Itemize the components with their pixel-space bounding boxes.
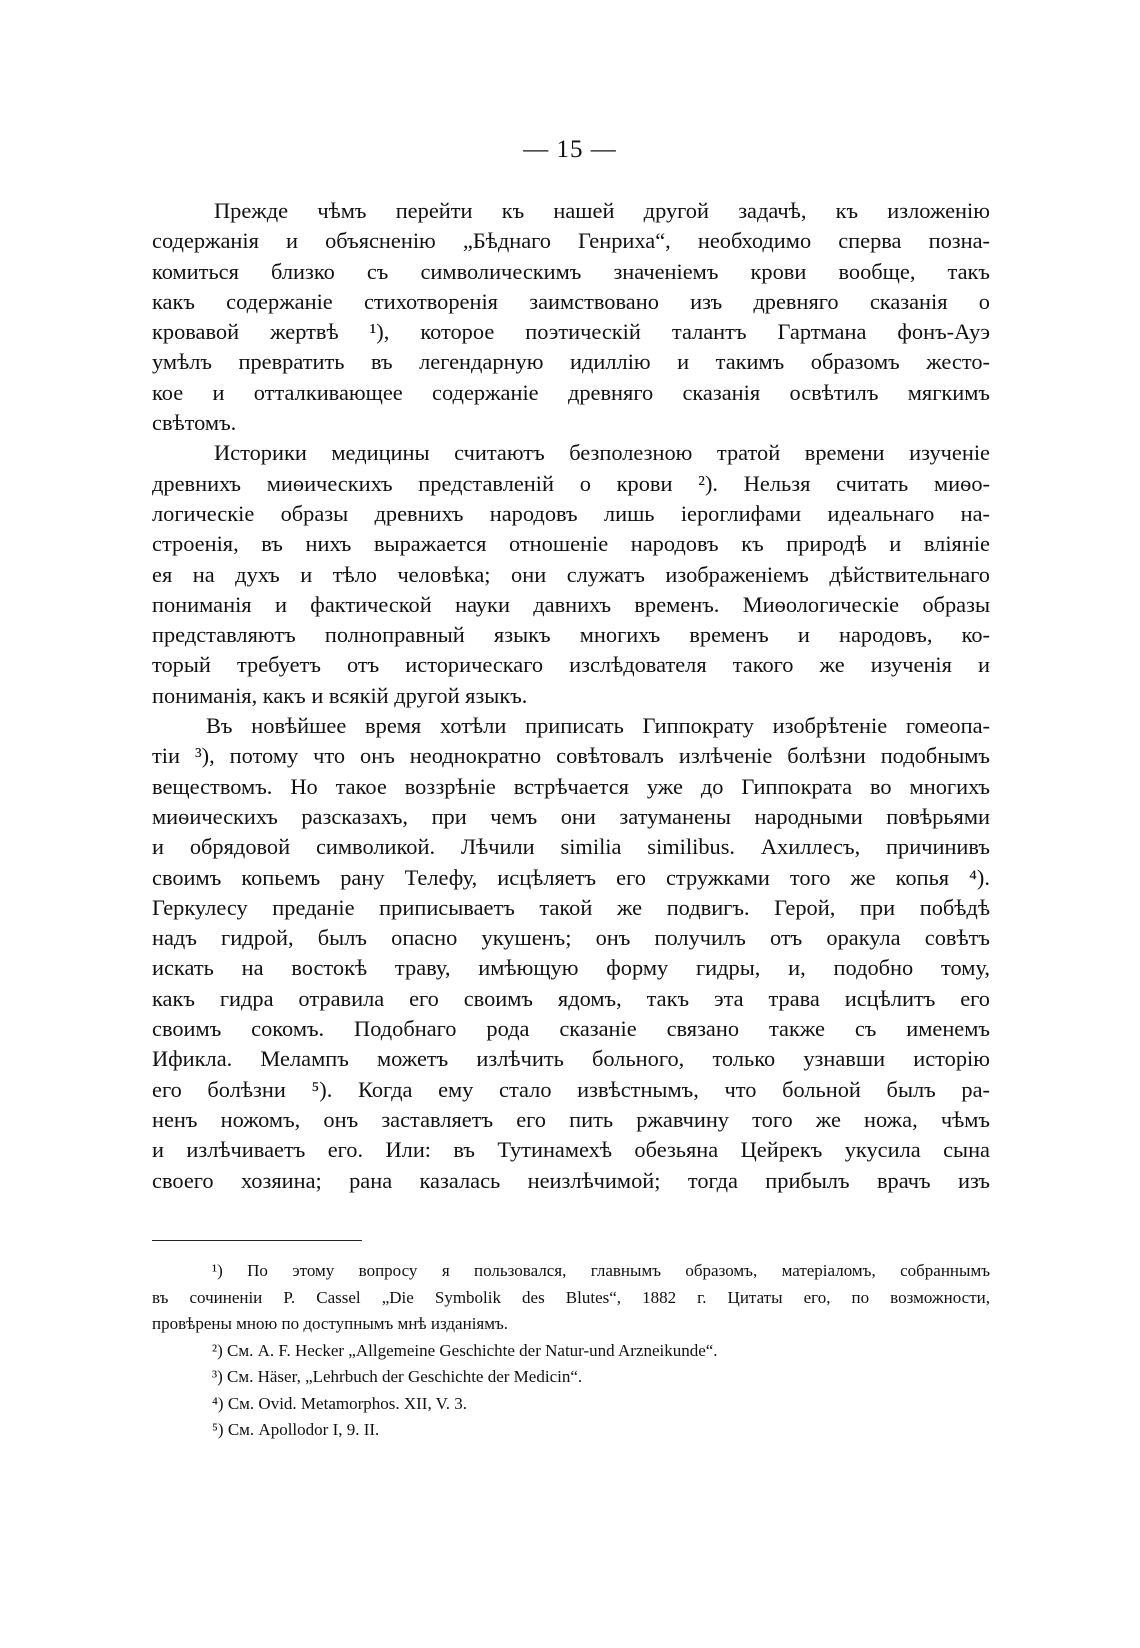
- text-line: свѣтомъ.: [152, 410, 237, 436]
- text-line: кое и отталкивающее содержаніе древняго сказанія освѣтилъ мягкимъ: [152, 379, 990, 405]
- text-line: миѳическихъ разсказахъ, при чемъ они затуманены народными повѣрьями: [152, 803, 990, 829]
- main-text: [152, 196, 990, 1196]
- text-line: ненъ ножомъ, онъ заставляетъ его пить ржавчину того же ножа, чѣмъ: [152, 1106, 990, 1132]
- text-line: пониманія и фактической науки давнихъ временъ. Миѳологическіе образы: [152, 591, 990, 617]
- text-line: Геркулесу преданіе приписываетъ такой же подвигъ. Герой, при побѣдѣ: [152, 894, 990, 920]
- text-line: какъ гидра отравила его своимъ ядомъ, такъ эта трава исцѣлитъ его: [152, 985, 990, 1011]
- footnotes: [152, 1258, 990, 1444]
- text-line: торый требуетъ отъ историческаго изслѣдователя такого же изученія и: [152, 652, 990, 678]
- page-number: — 15 —: [523, 136, 617, 163]
- footnote-separator: [152, 1240, 362, 1241]
- text-line: древнихъ миѳическихъ представленій о крови ²). Нельзя считать миѳо-: [152, 470, 990, 496]
- text-line: Прежде чѣмъ перейти къ нашей другой задачѣ, къ изложенію: [214, 198, 990, 223]
- text-line: своимъ сокомъ. Подобнаго рода сказаніе связано также съ именемъ: [152, 1016, 990, 1042]
- footnote-line: ⁴) См. Ovid. Metamorphos. XII, V. 3.: [212, 1393, 467, 1413]
- text-line: Ификла. Мелампъ можетъ излѣчить больного, только узнавши исторію: [152, 1046, 990, 1072]
- text-line: кровавой жертвѣ ¹), которое поэтическій талантъ Гартмана фонъ-Ауэ: [152, 319, 990, 345]
- text-line: и обрядовой символикой. Лѣчили similia similibus. Ахиллесъ, причинивъ: [152, 834, 990, 860]
- text-line: пониманія, какъ и всякій другой языкъ.: [152, 682, 528, 708]
- footnote-line: ¹) По этому вопросу я пользовался, главнымъ образомъ, матеріаломъ, собраннымъ: [212, 1261, 990, 1280]
- text-line: искать на востокѣ траву, имѣющую форму гидры, и, подобно тому,: [152, 955, 990, 981]
- text-line: своего хозяина; рана казалась неизлѣчимой; тогда прибылъ врачъ изъ: [152, 1167, 990, 1193]
- text-line: тіи ³), потому что онъ неоднократно совѣтовалъ излѣченіе болѣзни подобнымъ: [152, 743, 990, 769]
- text-line: веществомъ. Но такое воззрѣніе встрѣчается уже до Гиппократа во многихъ: [152, 773, 990, 799]
- footnote-line: въ сочиненіи P. Cassel „Die Symbolik des Blutes“, 1882 г. Цитаты его, по возможности,: [152, 1287, 990, 1307]
- text-line: его болѣзни ⁵). Когда ему стало извѣстнымъ, что больной былъ ра-: [152, 1076, 990, 1102]
- footnote-line: ²) См. A. F. Hecker „Allgemeine Geschichte der Natur-und Arzneikunde“.: [212, 1340, 718, 1360]
- text-line: представляютъ полноправный языкъ многихъ временъ и народовъ, ко-: [152, 622, 990, 648]
- footnote-line: провѣрены мною по доступнымъ мнѣ изданіямъ.: [152, 1314, 509, 1333]
- text-line: умѣлъ превратить въ легендарную идиллію и такимъ образомъ жесто-: [152, 349, 990, 375]
- text-line: Историки медицины считаютъ безполезною тратой времени изученіе: [214, 440, 990, 466]
- text-line: строенія, въ нихъ выражается отношеніе народовъ къ природѣ и вліяніе: [152, 531, 990, 557]
- footnote-line: ⁵) См. Apollodor I, 9. II.: [212, 1420, 380, 1439]
- text-line: содержанія и объясненію „Бѣднаго Генриха“, необходимо сперва позна-: [152, 228, 990, 254]
- text-line: надъ гидрой, былъ опасно укушенъ; онъ получилъ отъ оракула совѣтъ: [152, 925, 990, 951]
- text-line: своимъ копьемъ рану Телефу, исцѣляетъ его стружками того же копья ⁴).: [152, 864, 990, 890]
- text-line: и излѣчиваетъ его. Или: въ Тутинамехѣ обезьяна Цейрекъ укусила сына: [152, 1137, 990, 1163]
- text-line: логическіе образы древнихъ народовъ лишь іероглифами идеальнаго на-: [152, 500, 990, 526]
- footnote-line: ³) См. Häser, „Lehrbuch der Geschichte der Medicin“.: [212, 1367, 583, 1386]
- text-line: какъ содержаніе стихотворенія заимствовано изъ древняго сказанія о: [152, 288, 990, 314]
- text-line: ея на духъ и тѣло человѣка; они служатъ изображеніемъ дѣйствительнаго: [152, 561, 990, 587]
- text-line: комиться близко съ символическимъ значеніемъ крови вообще, такъ: [152, 258, 990, 284]
- text-line: Въ новѣйшее время хотѣли приписать Гиппократу изобрѣтеніе гомеопа-: [206, 713, 990, 739]
